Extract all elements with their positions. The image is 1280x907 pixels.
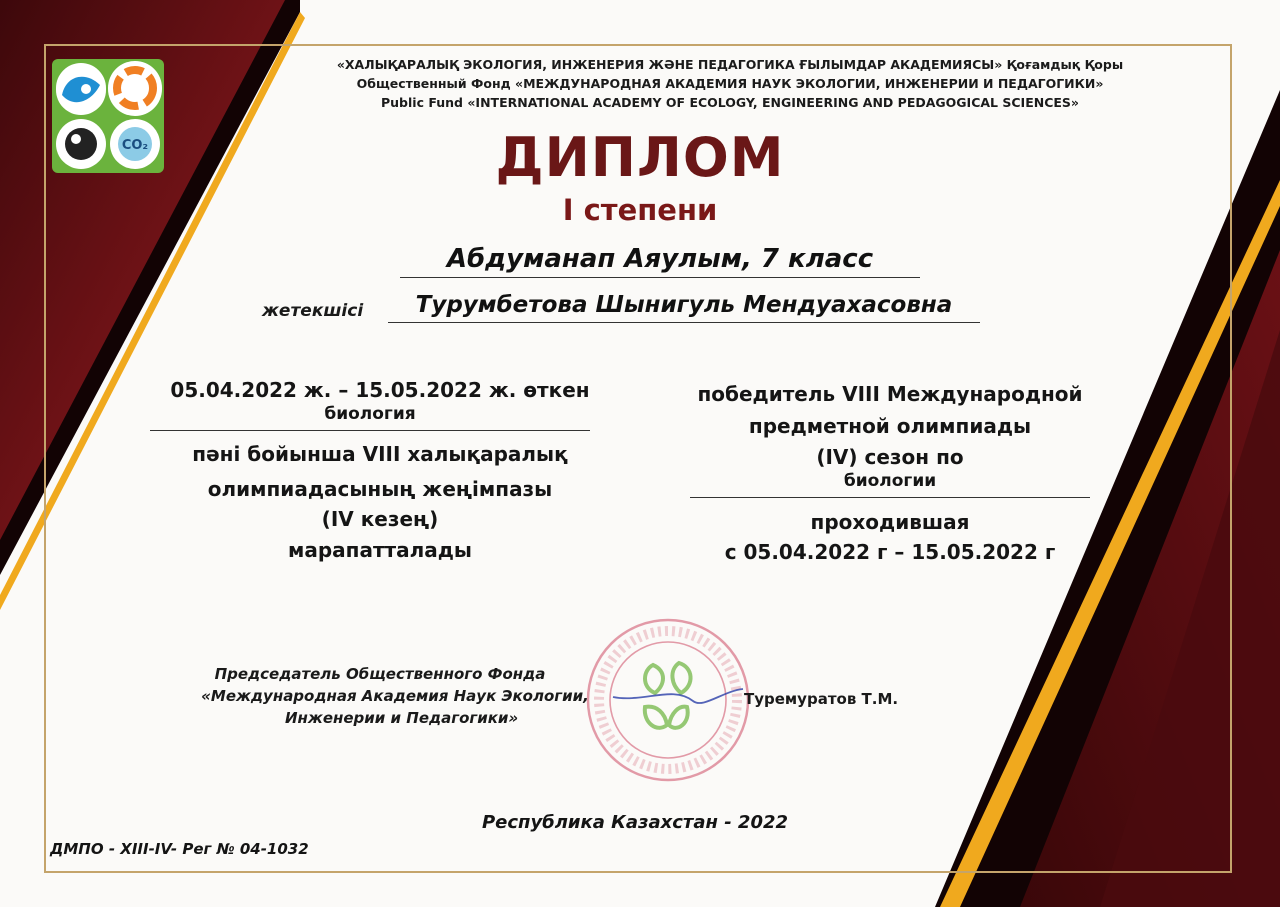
signature-line3: Инженерии и Педагогики» <box>285 709 519 727</box>
signature-line2: «Международная Академия Наук Экологии, <box>201 687 589 705</box>
ru-line3: (IV) сезон по <box>816 445 964 469</box>
recipient-name: Абдуманап Аяулым, 7 класс <box>446 244 874 274</box>
supervisor-label: жетекшісі <box>262 301 364 321</box>
kz-line5: марапатталады <box>287 538 473 562</box>
ru-line4: проходившая <box>810 510 970 534</box>
kz-line3: олимпиадасының жеңімпазы <box>207 477 553 501</box>
ru-line5: с 05.04.2022 г – 15.05.2022 г <box>724 540 1056 564</box>
supervisor-underline <box>388 322 980 323</box>
registration-number: ДМПО - XIII-IV- Рег № 04-1032 <box>50 840 309 858</box>
academy-logo-icon <box>48 55 168 177</box>
signer-name: Туремуратов Т.М. <box>744 690 899 708</box>
kz-line2: пәні бойынша VIII халықаралық <box>192 442 568 466</box>
recipient-underline <box>400 277 920 278</box>
header-line-ru: Общественный Фонд «МЕЖДУНАРОДНАЯ АКАДЕМИЯ НАУК ЭКОЛОГИИ, ИНЖЕНЕРИИ И ПЕДАГОГИКИ» <box>356 76 1104 91</box>
kz-subject: биология <box>324 404 416 424</box>
footer-country-year: Республика Казахстан - 2022 <box>481 812 789 833</box>
ru-line2: предметной олимпиады <box>748 414 1032 438</box>
signature-line1: Председатель Общественного Фонда <box>214 665 546 683</box>
ru-line1: победитель VIII Международной <box>697 382 1083 406</box>
header-line-en: Public Fund «INTERNATIONAL ACADEMY OF ECOLOGY, ENGINEERING AND PEDAGOGICAL SCIENCES» <box>381 95 1079 110</box>
svg-text:CO₂: CO₂ <box>121 138 149 153</box>
kz-line4: (IV кезең) <box>321 507 439 531</box>
ru-subject: биологии <box>843 471 937 491</box>
kz-dates: 05.04.2022 ж. – 15.05.2022 ж. өткен <box>170 378 590 402</box>
diploma-degree: I степени <box>562 193 718 227</box>
header-line-kz: «ХАЛЫҚАРАЛЫҚ ЭКОЛОГИЯ, ИНЖЕНЕРИЯ ЖӘНЕ ПЕДАГОГИКА ҒЫЛЫМДАР АКАДЕМИЯСЫ» Қоғамдық Қоры <box>336 57 1124 72</box>
ru-subject-underline <box>690 497 1090 498</box>
diploma-title: ДИПЛОМ <box>495 126 785 189</box>
supervisor-name: Турумбетова Шынигуль Мендуахасовна <box>415 292 953 318</box>
kz-subject-underline <box>150 430 590 431</box>
